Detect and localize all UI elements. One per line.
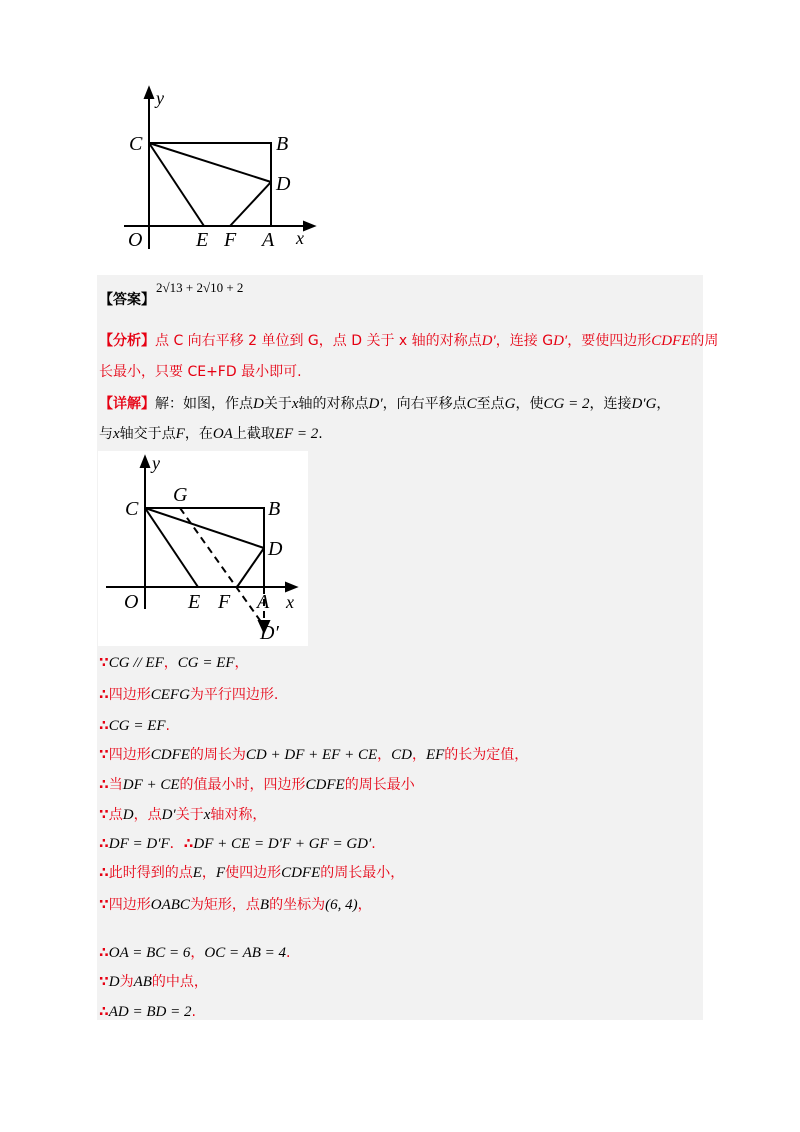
proof-text: ，	[411, 747, 426, 763]
proof-symbol: ∴	[99, 945, 109, 961]
proof-step	[99, 717, 170, 735]
y-axis-arrow-2	[141, 457, 149, 467]
proof-step	[99, 1003, 196, 1021]
segment-f-d-2	[237, 548, 264, 587]
segment-c-d	[149, 143, 271, 182]
math-expression: DF + CE	[122, 777, 180, 793]
proof-symbol: ∴	[99, 777, 109, 793]
proof-text: ，	[357, 897, 372, 913]
proof-symbol: ∴	[99, 836, 109, 852]
answer-label: 【答案】	[99, 292, 155, 308]
proof-text: ．	[169, 836, 184, 852]
label-f: F	[224, 229, 237, 251]
math-expression: CDFE	[150, 747, 190, 763]
math-expression: DF = D′F	[108, 836, 170, 852]
math-expression: F	[215, 865, 226, 881]
proof-text: 使四边形	[225, 865, 282, 881]
label-d-2: D	[268, 538, 283, 560]
analysis-line-2: 长最小，只要 CE+FD 最小即可.	[99, 364, 302, 380]
proof-symbol: ∴	[99, 1004, 109, 1020]
proof-text: 关于	[175, 807, 204, 823]
proof-step	[99, 835, 376, 853]
label-e: E	[196, 229, 209, 251]
figure2-svg	[98, 451, 308, 646]
label-a: A	[262, 229, 275, 251]
math-expression: OC = AB = 4	[204, 945, 287, 961]
x-axis-arrow-2	[286, 583, 296, 591]
proof-step	[99, 654, 249, 672]
label-dprime: D′	[260, 622, 279, 644]
proof-symbol: ∵	[99, 655, 109, 671]
label-x: x	[296, 228, 304, 248]
math-expression: OA = BC = 6	[108, 945, 191, 961]
math-expression: D	[108, 974, 120, 990]
math-expression: EF	[425, 747, 445, 763]
y-axis-arrow	[145, 88, 153, 98]
proof-text: ，	[163, 655, 178, 671]
proof-symbol: ∵	[99, 974, 109, 990]
proof-text: 的周长为	[189, 747, 246, 763]
proof-symbol: ∴	[99, 718, 109, 734]
label-d: D	[276, 173, 291, 195]
rectangle-oabc	[149, 143, 271, 226]
proof-text: .	[371, 836, 376, 852]
x-axis-arrow	[304, 222, 314, 230]
label-o-2: O	[124, 591, 139, 613]
math-expression: CG // EF	[108, 655, 164, 671]
figure-rectangle-oabc	[104, 84, 324, 264]
proof-text: 四边形	[108, 687, 151, 703]
detail-label: 【详解】	[99, 396, 155, 412]
proof-text: 为平行四边形.	[189, 687, 279, 703]
proof-text: 轴对称，	[210, 807, 267, 823]
proof-step	[99, 944, 290, 962]
math-expression: B	[259, 897, 270, 913]
math-expression: AD = BD = 2	[108, 1004, 192, 1020]
proof-step	[99, 806, 266, 824]
analysis-label: 【分析】	[99, 333, 155, 349]
proof-text: 的周长最小，	[320, 865, 405, 881]
proof-text: 的值最小时，四边形	[179, 777, 306, 793]
proof-text: 的中点，	[151, 974, 208, 990]
proof-text: 的周长最小	[344, 777, 415, 793]
math-expression: CDFE	[305, 777, 345, 793]
math-expression: DF + CE = D′F + GF = GD′	[193, 836, 372, 852]
math-expression: (6, 4)	[325, 897, 358, 913]
proof-symbol: ∵	[99, 897, 109, 913]
math-expression: CG = EF	[177, 655, 235, 671]
label-y-2: y	[152, 453, 160, 473]
answer-line	[99, 291, 155, 309]
detail-line-2: 与x轴交于点F，在OA上截取EF = 2.	[99, 426, 323, 442]
proof-step	[99, 746, 528, 764]
label-c-2: C	[125, 498, 139, 520]
proof-step	[99, 896, 372, 914]
figure-construction	[98, 451, 308, 646]
label-g: G	[173, 484, 188, 506]
answer-formula: 2√13 + 2√10 + 2	[156, 280, 244, 295]
proof-text: ，	[377, 747, 392, 763]
math-expression: CG = EF	[108, 718, 166, 734]
proof-text: .	[191, 1004, 196, 1020]
label-c: C	[129, 133, 143, 155]
proof-symbol: ∵	[99, 747, 109, 763]
label-b-2: B	[268, 498, 281, 520]
proof-step	[99, 973, 208, 991]
math-expression: OABC	[150, 897, 190, 913]
answer-value	[156, 279, 243, 297]
label-o: O	[128, 229, 143, 251]
math-expression: AB	[133, 974, 152, 990]
proof-symbol: ∴	[99, 865, 109, 881]
proof-text: ，点	[133, 807, 162, 823]
proof-symbol: ∴	[99, 687, 109, 703]
proof-text: ，	[201, 865, 216, 881]
proof-text: .	[165, 718, 170, 734]
segment-c-e-2	[145, 508, 198, 587]
label-a-2: A	[257, 591, 270, 613]
proof-step	[99, 776, 415, 794]
math-expression: CD	[391, 747, 412, 763]
math-expression: x	[203, 807, 211, 823]
detail-line-1: 【详解】解：如图，作点D关于x轴的对称点D′，向右平移点C至点G，使CG = 2，连接D′G，	[99, 396, 671, 412]
proof-text: 四边形	[108, 897, 151, 913]
proof-text: ，	[190, 945, 205, 961]
proof-symbol: ∴	[183, 836, 194, 852]
math-expression: CD + DF + EF + CE	[245, 747, 378, 763]
segment-f-d	[230, 182, 271, 226]
math-expression: D′	[161, 807, 176, 823]
math-expression: CDFE	[281, 865, 321, 881]
proof-text: 点	[108, 807, 123, 823]
label-y: y	[156, 88, 164, 108]
proof-text: 四边形	[108, 747, 151, 763]
proof-symbol: ∵	[99, 807, 109, 823]
proof-text: 的坐标为	[269, 897, 326, 913]
proof-step	[99, 686, 278, 704]
math-expression: D	[122, 807, 134, 823]
proof-text: .	[286, 945, 291, 961]
label-b: B	[276, 133, 289, 155]
proof-text: 为矩形，点	[189, 897, 260, 913]
proof-text: ，	[234, 655, 249, 671]
analysis-line-1: 【分析】点 C 向右平移 2 单位到 G，点 D 关于 x 轴的对称点D′，连接 GD′，要使四边形CDFE的周	[99, 333, 719, 349]
proof-text: 此时得到的点	[108, 865, 193, 881]
label-x-2: x	[286, 592, 294, 612]
proof-text: 当	[108, 777, 123, 793]
segment-c-e	[149, 143, 204, 226]
proof-text: 为	[119, 974, 134, 990]
math-expression: E	[192, 865, 202, 881]
proof-step	[99, 864, 404, 882]
proof-text: 的长为定值，	[444, 747, 529, 763]
label-f-2: F	[218, 591, 231, 613]
math-expression: CEFG	[150, 687, 190, 703]
figure1-svg	[104, 84, 324, 264]
label-e-2: E	[188, 591, 201, 613]
